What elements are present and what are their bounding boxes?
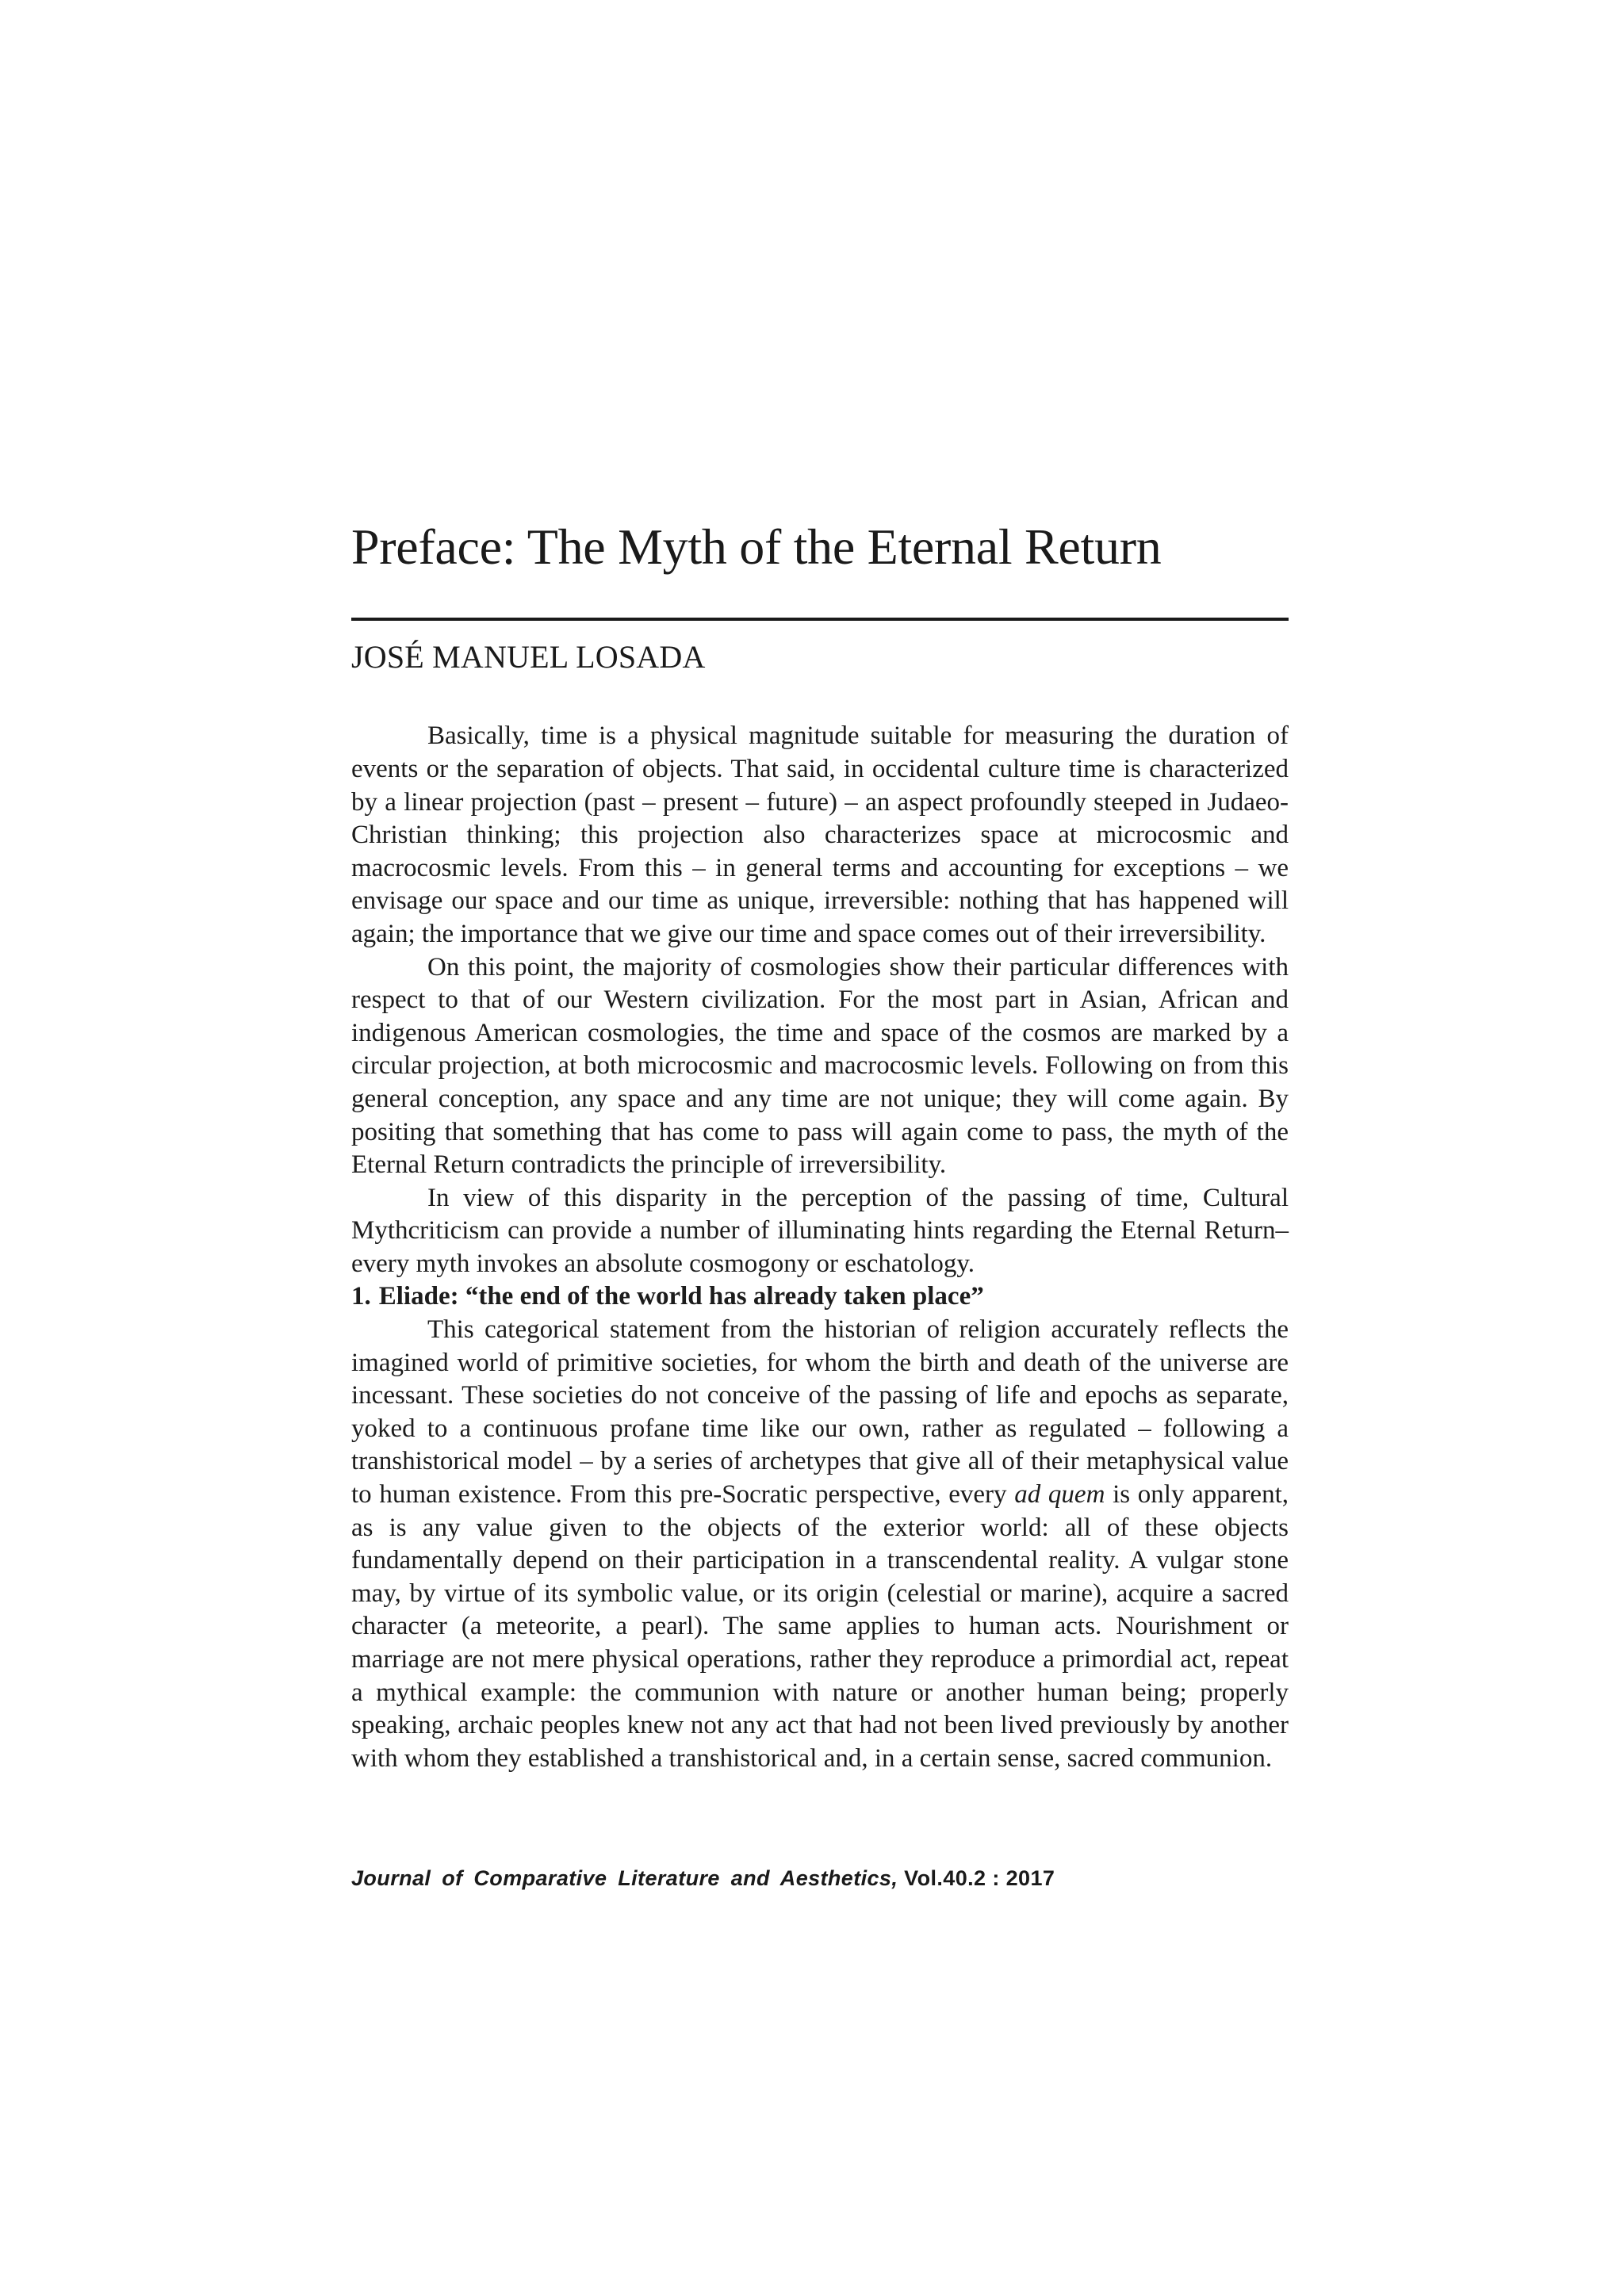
author-name: JOSÉ MANUEL LOSADA <box>351 639 706 675</box>
article-page <box>351 519 1289 1775</box>
paragraph-text: This categorical statement from the historian of religion accurately reflects the imagined world of primitive societies, for whom the birth and death of the universe are incessant. These societies do not conceive of the passing of life and epochs as separate, yoked to a continuous profane time like our own, rather as regulated – following a transhistorical model – by a series of archetypes that give all of their metaphysical value to human existence. From this pre-Socratic perspective, every <box>351 1315 1289 1510</box>
title-divider <box>351 618 1289 621</box>
paragraph <box>351 1314 1289 1775</box>
paragraph: Basically, time is a physical magnitude suitable for measuring the duration of events or the separation of objects. That said, in occidental culture time is characterized by a linear projection (past – present – future) – an aspect profoundly steeped in Judaeo-Christian thinking; this projection also characterizes space at microcosmic and macrocosmic levels. From this – in general terms and accounting for exceptions – we envisage our space and our time as unique, irreversible: nothing that has happened will again; the importance that we give our time and space comes out of their irreversibility. <box>351 721 1289 948</box>
section-number: 1. <box>351 1282 371 1311</box>
journal-name: Journal of Comparative Literature and Aesthetics, <box>351 1866 898 1890</box>
journal-footer <box>351 1866 1055 1891</box>
section-heading <box>351 1280 1289 1314</box>
journal-volume: Vol.40.2 : 2017 <box>904 1866 1055 1890</box>
section-title: Eliade: “the end of the world has already taken place” <box>378 1282 984 1311</box>
paragraph: On this point, the majority of cosmologies show their particular differences with respect to that of our Western civilization. For the most part in Asian, African and indigenous American cosmologies, the time and space of the cosmos are marked by a circular projection, at both microcosmic and macrocosmic levels. Following on from this general conception, any space and any time are not unique; they will come again. By positing that something that has come to pass will again come to pass, the myth of the Eternal Return contradicts the principle of irreversibility. <box>351 952 1289 1180</box>
paragraph-text: is only apparent, as is any value given to the objects of the exterior world: all of these objects fundamentally depend on their participation in a transcendental reality. A vulgar stone may, by virtue of its symbolic value, or its origin (celestial or marine), acquire a sacred character (a meteorite, a pearl). The same applies to human acts. Nourishment or marriage are not mere physical operations, rather they reproduce a primordial act, repeat a mythical example: the communion with nature or another human being; properly speaking, archaic peoples knew not any act that had not been lived previously by another with whom they established a transhistorical and, in a certain sense, sacred communion. <box>351 1480 1289 1773</box>
article-title: Preface: The Myth of the Eternal Return <box>351 519 1162 575</box>
paragraph: In view of this disparity in the perception of the passing of time, Cultural Mythcriticism can provide a number of illuminating hints regarding the Eternal Return– every myth invokes an absolute cosmogony or eschatology. <box>351 1183 1289 1278</box>
article-body <box>351 720 1289 1775</box>
latin-phrase: ad quem <box>1014 1480 1105 1510</box>
